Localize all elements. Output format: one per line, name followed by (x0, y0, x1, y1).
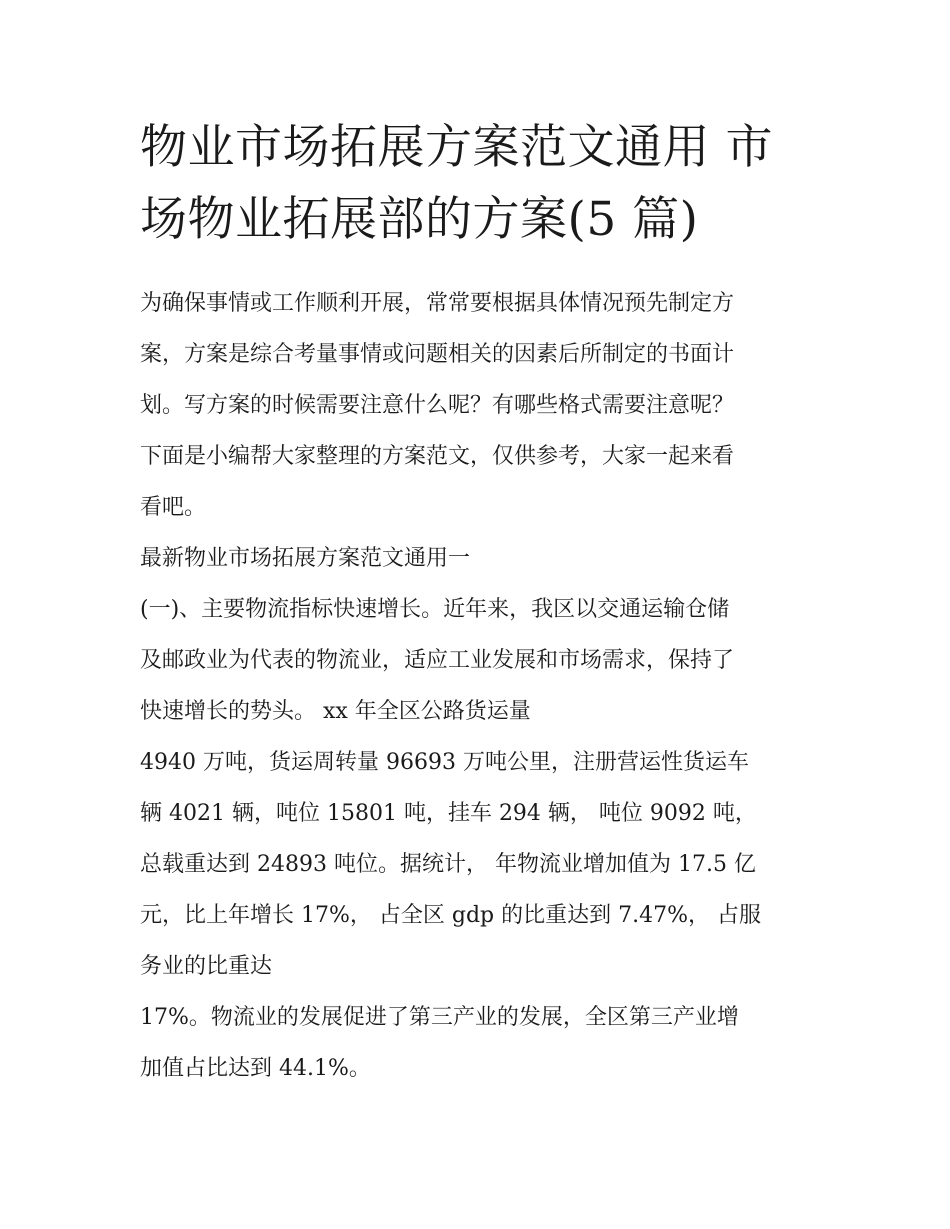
body-line: 辆 4021 辆，吨位 15801 吨，挂车 294 辆， 吨位 9092 吨， (140, 801, 757, 826)
title-line-1: 物业市场拓展方案范文通用 市 (140, 120, 773, 175)
body-line: 4940 万吨，货运周转量 96693 万吨公里，注册营运性货运车 (140, 750, 749, 775)
body-line: 快速增长的势头。 xx 年全区公路货运量 (140, 699, 531, 724)
body-line: 总载重达到 24893 吨位。据统计， 年物流业增加值为 17.5 亿 (140, 852, 756, 877)
body-line: 划。写方案的时候需要注意什么呢？有哪些格式需要注意呢？ (140, 393, 735, 418)
document-body (140, 278, 830, 1094)
body-line: 案，方案是综合考量事情或问题相关的因素后所制定的书面计 (140, 342, 735, 367)
body-line: 元，比上年增长 17%， 占全区 gdp 的比重达到 7.47%， 占服 (140, 903, 761, 928)
body-line: 下面是小编帮大家整理的方案范文，仅供参考，大家一起来看 (140, 444, 735, 469)
section-heading: 最新物业市场拓展方案范文通用一 (140, 546, 471, 571)
body-line: (一)、主要物流指标快速增长。近年来，我区以交通运输仓储 (140, 597, 730, 622)
body-line: 17%。物流业的发展促进了第三产业的发展，全区第三产业增 (140, 1005, 739, 1030)
title-line-2: 场物业拓展部的方案(5 篇) (140, 192, 699, 247)
body-line: 为确保事情或工作顺利开展，常常要根据具体情况预先制定方 (140, 291, 735, 316)
body-line: 及邮政业为代表的物流业，适应工业发展和市场需求，保持了 (140, 648, 735, 673)
document-title (140, 112, 830, 256)
body-line: 务业的比重达 (140, 954, 273, 979)
body-line: 看吧。 (140, 495, 207, 520)
body-line: 加值占比达到 44.1%。 (140, 1056, 371, 1081)
